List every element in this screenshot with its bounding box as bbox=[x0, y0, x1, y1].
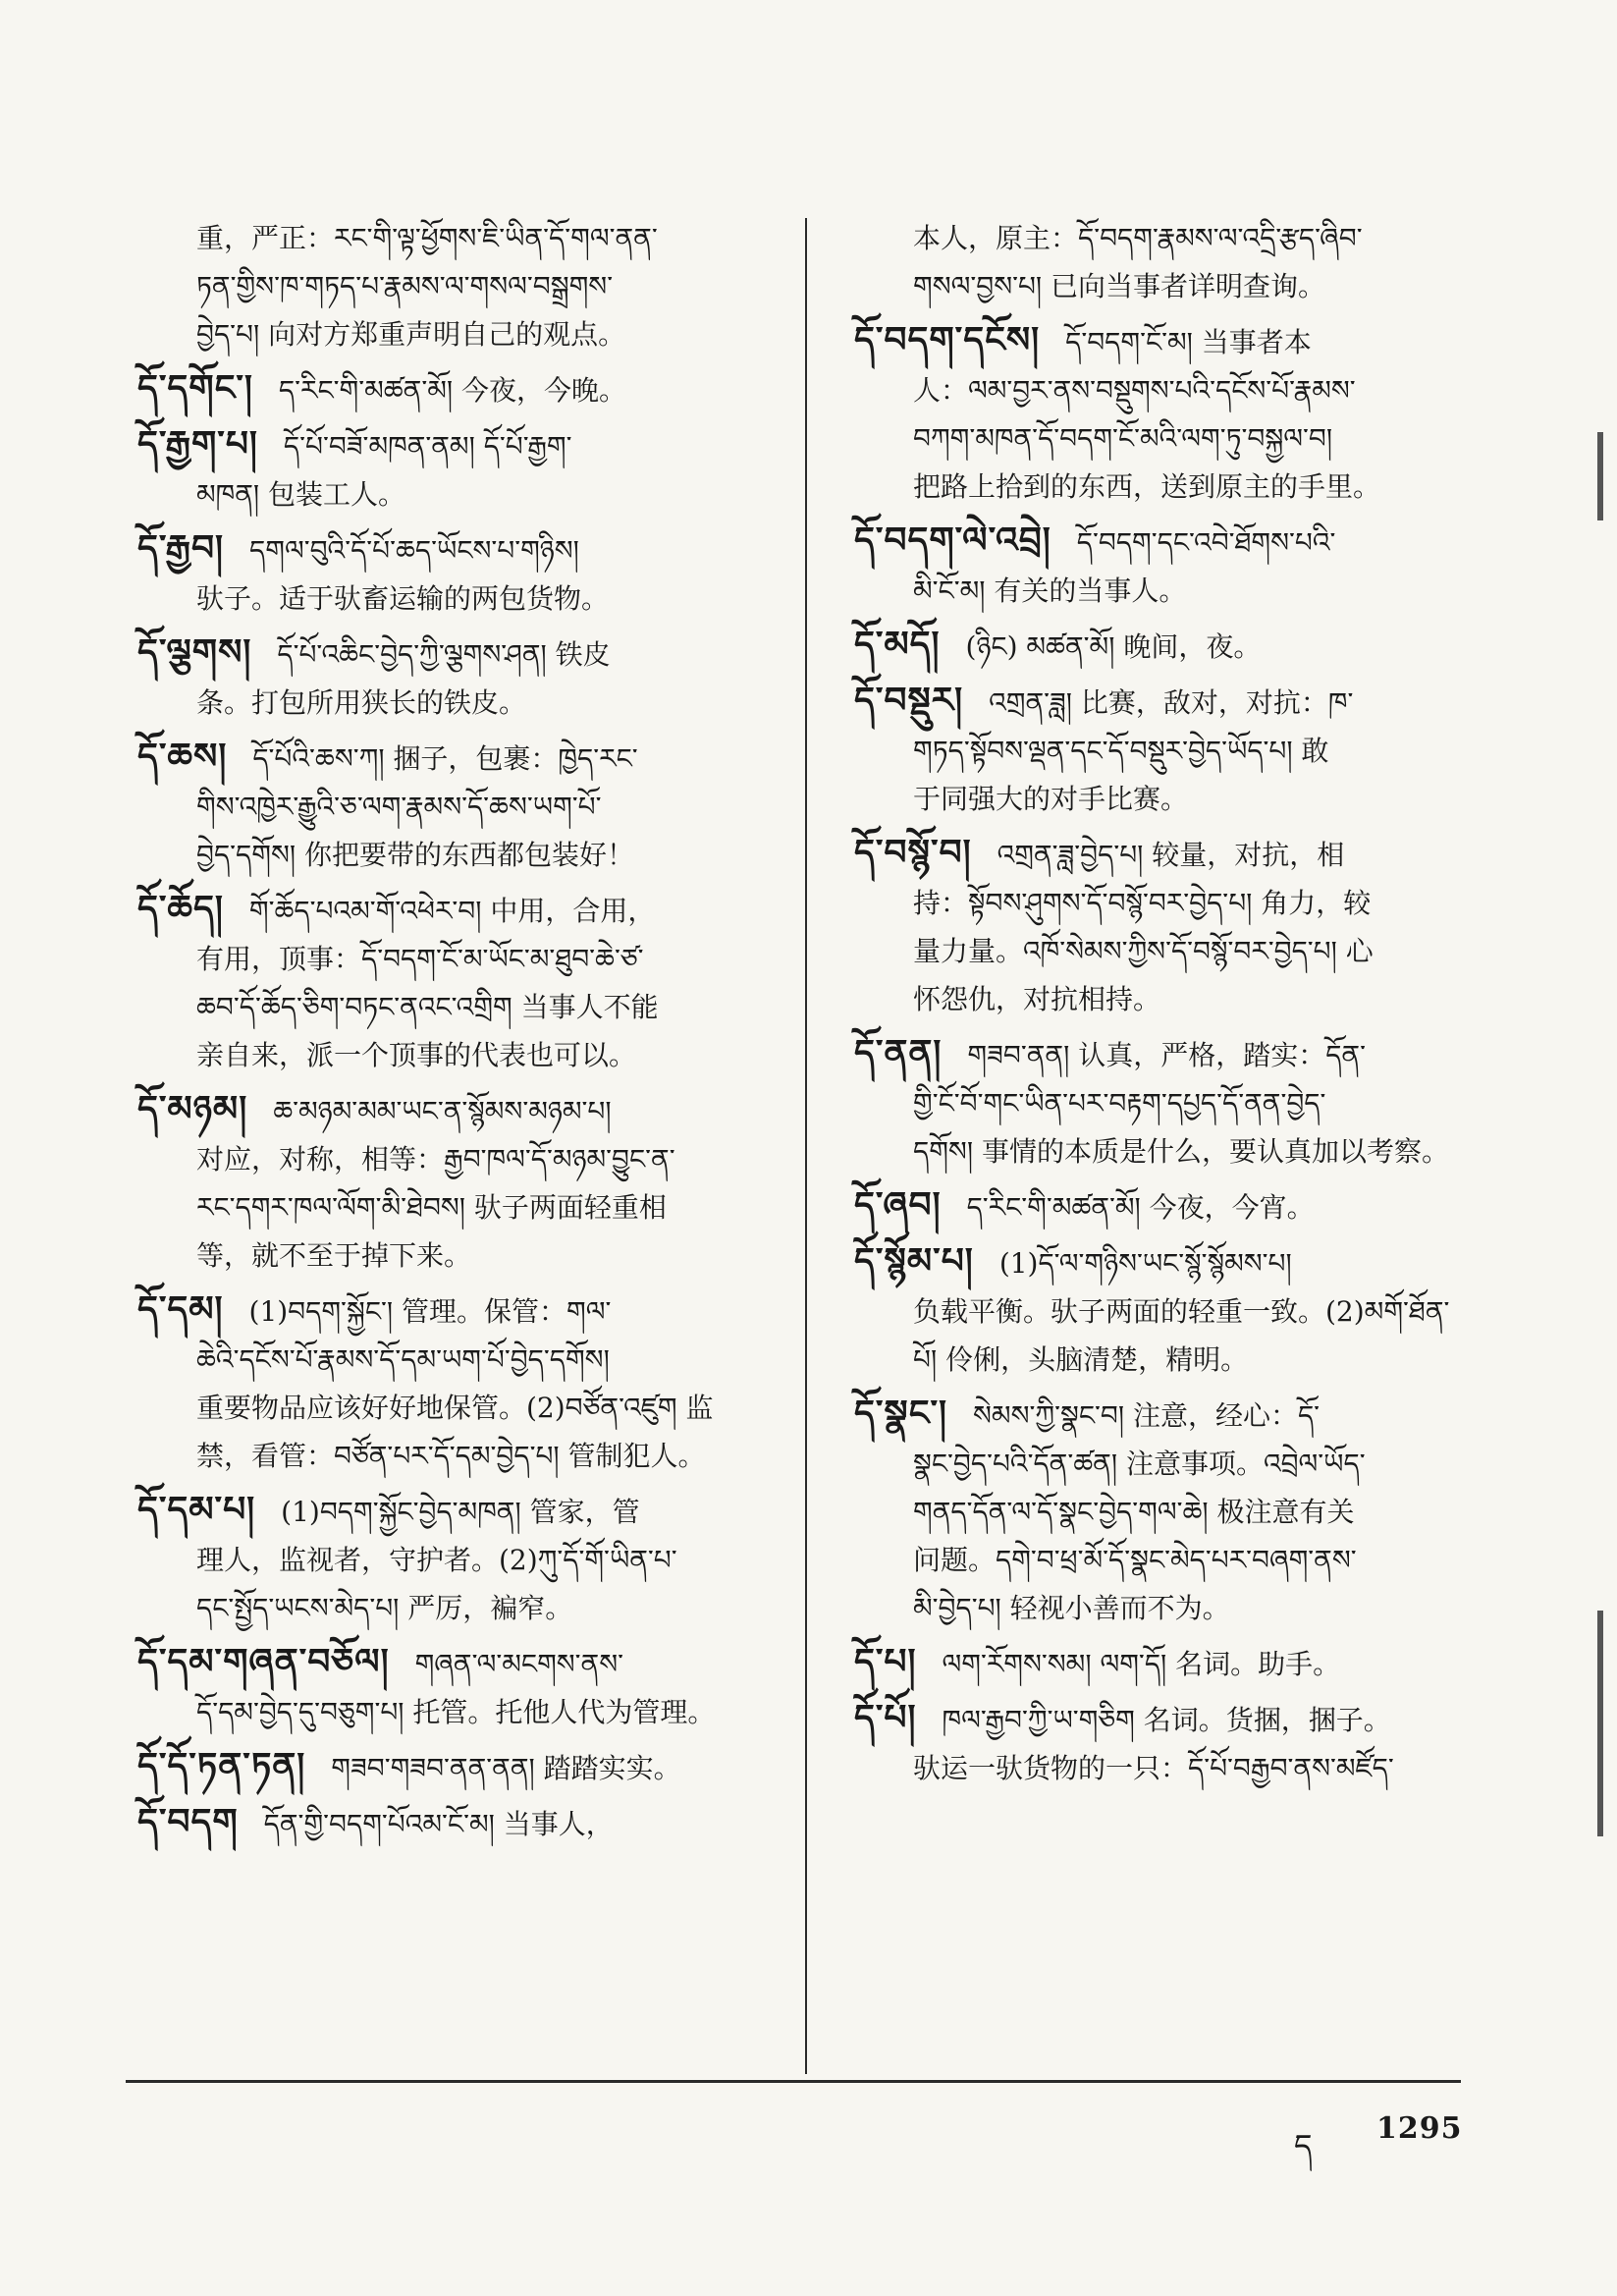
definition-line: པོ། 伶俐，头脑清楚，精明。 bbox=[913, 1343, 1249, 1376]
definition-line: ད་རིང་གི་མཚན་མོ། 今夜，今宵。 bbox=[966, 1191, 1315, 1224]
definition-line: དོ་བདག་དང་འབེ་ཐོགས་པའི་ bbox=[1076, 526, 1336, 559]
definition-line: ཆ་མཉམ་མམ་ཡང་ན་སྙོམས་མཉམ་པ། bbox=[273, 1095, 612, 1127]
entry-first-line bbox=[137, 1742, 766, 1792]
dictionary-entry bbox=[854, 677, 1492, 823]
headword: དོ་དམ་པ། bbox=[137, 1489, 256, 1530]
definition-line: འགྲན་ཟླ། 比赛，敌对，对抗：ཁ་ bbox=[989, 686, 1354, 719]
dictionary-entry bbox=[137, 364, 766, 414]
definition-line: 量力量。འཁོ་སེམས་ཀྱིས་དོ་བསྙོ་བར་བྱེད་པ། 心 bbox=[913, 935, 1374, 967]
definition-line: 等，就不至于掉下来。 bbox=[196, 1239, 472, 1272]
dictionary-entry bbox=[137, 1486, 766, 1632]
headword: དོ་བདག་དངོས། bbox=[854, 319, 1041, 360]
dictionary-entry bbox=[137, 733, 766, 879]
entry-first-line bbox=[137, 1638, 766, 1688]
entry-first-line bbox=[137, 1085, 766, 1135]
dictionary-entry bbox=[854, 621, 1492, 671]
entry-first-line bbox=[854, 1181, 1492, 1231]
headword: དོ་སྙོམ་པ། bbox=[854, 1240, 974, 1282]
entry-first-line bbox=[137, 629, 766, 679]
definition-line: 把路上拾到的东西，送到原主的手里。 bbox=[913, 470, 1381, 503]
entry-first-line bbox=[854, 1237, 1492, 1287]
dictionary-entry bbox=[854, 1181, 1492, 1231]
definition-line: དང་སྤྱོད་ཡངས་མེད་པ། 严厉，褊窄。 bbox=[196, 1592, 573, 1624]
definition-line: སེམས་ཀྱི་སྣང་བ། 注意，经心：དོ་ bbox=[973, 1399, 1321, 1432]
definition-line: 怀怨仇，对抗相持。 bbox=[913, 983, 1161, 1015]
entry-first-line bbox=[137, 420, 766, 470]
definition-line: 亲自来，派一个顶事的代表也可以。 bbox=[196, 1039, 637, 1071]
dictionary-entry bbox=[137, 885, 766, 1079]
definition-line: 对应，对称，相等：རྒྱབ་ཁལ་དོ་མཉམ་བྱུང་ན་ bbox=[196, 1143, 675, 1175]
definition-line: དོ་པོ་འཆིང་བྱེད་ཀྱི་ལྕགས་ཤན། 铁皮 bbox=[277, 638, 611, 671]
right-column bbox=[854, 214, 1492, 1798]
definition-line: 问题。དགེ་བ་ཕྲ་མོ་དོ་སྣང་མེད་པར་བཞག་ནས་ bbox=[913, 1544, 1357, 1576]
definition-line: 持：སྟོབས་ཤུགས་དོ་བསྙོ་བར་བྱེད་པ། 角力，较 bbox=[913, 887, 1372, 919]
entry-first-line bbox=[854, 621, 1492, 671]
definition-line: དོ་བདག་ངོ་མ། 当事者本 bbox=[1065, 326, 1312, 358]
entry-first-line bbox=[854, 1390, 1492, 1440]
definition-line: 有用，顶事：དོ་བདག་ངོ་མ་ཡོང་མ་ཐུབ་ཆེ་ཙ་ bbox=[196, 943, 644, 975]
definition-line: གཞན་ལ་མངགས་ནས་ bbox=[414, 1648, 624, 1680]
definition-line: ཆབ་དོ་ཆོད་ཅིག་བཏང་ནའང་འགྲིག 当事人不能 bbox=[196, 991, 659, 1023]
entry-first-line bbox=[137, 524, 766, 574]
headword: དོ་དོ་ཏན་ཏན། bbox=[137, 1745, 306, 1786]
headword: དོ་རྒྱབ། bbox=[137, 527, 225, 569]
definition-line: སྣང་བྱེད་པའི་དོན་ཚན། 注意事项。འབྲེལ་ཡོད་ bbox=[913, 1448, 1366, 1480]
definition-line: 理人，监视者，守护者。(2)ཀུ་དོ་གོ་ཡིན་པ་ bbox=[196, 1544, 677, 1576]
dictionary-entry bbox=[854, 316, 1492, 511]
edge-mark bbox=[1597, 432, 1603, 520]
headword: དོ་ཞབ། bbox=[854, 1184, 942, 1226]
definition-line: མི་ངོ་མ། 有关的当事人。 bbox=[913, 574, 1187, 607]
page-number: 1295 bbox=[1376, 2111, 1463, 2146]
dictionary-entry bbox=[854, 829, 1492, 1023]
dictionary-entry bbox=[137, 1638, 766, 1736]
entry-first-line bbox=[854, 316, 1492, 366]
definition-line: (1)དོ་ལ་གཉིས་ཡང་སྙོ་སྙོམས་པ། bbox=[998, 1247, 1292, 1280]
definition-line: དོ་པོ་བཟོ་མཁན་ནམ། དོ་པོ་རྒྱག་ bbox=[283, 430, 572, 463]
dictionary-entry bbox=[854, 517, 1492, 615]
dictionary-entry bbox=[137, 1285, 766, 1480]
definition-line: 负载平衡。驮子两面的轻重一致。(2)མགོ་ཐོན་ bbox=[913, 1295, 1450, 1328]
headword: དོ་མཉམ། bbox=[137, 1088, 248, 1129]
definition-line: རང་དགར་ཁལ་ལོག་མི་ཐེབས། 驮子两面轻重相 bbox=[196, 1191, 667, 1224]
bottom-rule bbox=[126, 2080, 1461, 2083]
headword: དོ་མདོ། bbox=[854, 624, 941, 665]
definition-line: གསལ་བྱས་པ། 已向当事者详明查询。 bbox=[913, 270, 1326, 302]
dictionary-entry bbox=[854, 1694, 1492, 1792]
entry-first-line bbox=[854, 1638, 1492, 1688]
section-letter: ད bbox=[1294, 2127, 1313, 2164]
definition-line: དགལ་བུའི་དོ་པོ་ཆད་ཡོངས་པ་གཉིས། bbox=[249, 534, 579, 567]
definition-line: འགྲན་ཟླ་བྱེད་པ། 较量，对抗，相 bbox=[997, 839, 1345, 871]
definition-line: (ཉིང) མཚན་མོ། 晚间，夜。 bbox=[965, 630, 1262, 663]
definition-line: བྱེད་དགོས། 你把要带的东西都包装好！ bbox=[196, 839, 634, 871]
dictionary-entry bbox=[137, 629, 766, 727]
entry-first-line bbox=[854, 517, 1492, 567]
headword: དོ་དགོང་། bbox=[137, 367, 253, 409]
entry-first-line bbox=[137, 885, 766, 935]
definition-line: 驮子。适于驮畜运输的两包货物。 bbox=[196, 582, 610, 615]
definition-line: 重，严正：རང་གི་ལྟ་ཕྱོགས་ཇི་ཡིན་དོ་གལ་ནན་ bbox=[196, 222, 658, 254]
headword: དོ་བསྡུར། bbox=[854, 680, 964, 721]
definition-line: མི་བྱེད་པ། 轻视小善而不为。 bbox=[913, 1592, 1230, 1624]
headword: དོ་པ། bbox=[854, 1641, 917, 1682]
entry-first-line bbox=[137, 733, 766, 783]
definition-line: བྱེད་པ། 向对方郑重声明自己的观点。 bbox=[196, 318, 626, 351]
definition-line: ད་རིང་གི་མཚན་མོ། 今夜，今晚。 bbox=[278, 374, 627, 407]
edge-mark bbox=[1597, 1611, 1603, 1836]
definition-line: 禁，看管：བཙོན་པར་དོ་དམ་བྱེད་པ། 管制犯人。 bbox=[196, 1440, 706, 1472]
definition-line: གྱི་ངོ་བོ་གང་ཡིན་པར་བརྟག་དཔྱད་དོ་ནན་བྱེད་ bbox=[913, 1087, 1326, 1120]
dictionary-entry bbox=[854, 1237, 1492, 1384]
definition-line: 于同强大的对手比赛。 bbox=[913, 783, 1189, 815]
definition-line: (1)བདག་སྐྱོང་བྱེད་མཁན། 管家，管 bbox=[281, 1496, 640, 1528]
definition-line: དོ་པོའི་ཆས་ཀ། 捆子，包裹：ཁྱེད་རང་ bbox=[252, 742, 638, 775]
definition-line: 驮运一驮货物的一只：དོ་པོ་བརྒྱབ་ནས་མཛོད་ bbox=[913, 1752, 1394, 1784]
definition-line: ཁལ་རྒྱབ་ཀྱི་ཡ་གཅིག 名词。货捆，捆子。 bbox=[942, 1704, 1391, 1736]
dictionary-entry bbox=[137, 524, 766, 623]
headword: དོ་བསྙོ་བ། bbox=[854, 832, 972, 873]
definition-line: མཁན། 包装工人。 bbox=[196, 478, 406, 511]
definition-line: དགོས། 事情的本质是什么，要认真加以考察。 bbox=[913, 1135, 1449, 1168]
definition-line: གཟབ་གཟབ་ནན་ནན། 踏踏实实。 bbox=[331, 1752, 681, 1784]
definition-line: བཀག་མཁན་དོ་བདག་ངོ་མའི་ལག་ཏུ་བསྐྱལ་བ། bbox=[913, 422, 1333, 455]
definition-line: (1)བདག་སྐྱོང་། 管理。保管：གལ་ bbox=[248, 1295, 612, 1328]
definition-line: གོ་ཆོད་པའམ་གོ་འཕེར་བ། 中用，合用， bbox=[248, 895, 656, 927]
dictionary-entry bbox=[137, 1085, 766, 1280]
definition-line: ཏན་གྱིས་ཁ་གཏད་པ་རྣམས་ལ་གསལ་བསྒྲགས་ bbox=[196, 270, 614, 302]
headword: དོ་བདག bbox=[137, 1801, 239, 1842]
entry-first-line bbox=[854, 1029, 1492, 1079]
entry-first-line bbox=[854, 829, 1492, 879]
headword: དོ་ལྕགས། bbox=[137, 631, 252, 673]
definition-line: 人：ལམ་བྱར་ནས་བསྡུགས་པའི་དངོས་པོ་རྣམས་ bbox=[913, 374, 1356, 407]
definition-line: 重要物品应该好好地保管。(2)བཙོན་འཛུག 监 bbox=[196, 1392, 714, 1424]
entry-continuation bbox=[854, 214, 1492, 310]
dictionary-entry bbox=[854, 1029, 1492, 1175]
definition-line: གིས་འཁྱེར་རྒྱུའི་ཅ་ལག་རྣམས་དོ་ཆས་ཡག་པོ་ bbox=[196, 791, 602, 823]
headword: དོ་ཆས། bbox=[137, 736, 228, 777]
headword: དོ་པོ། bbox=[854, 1697, 917, 1738]
entry-first-line bbox=[137, 364, 766, 414]
definition-line: དོ་དམ་བྱེད་དུ་བཅུག་པ། 托管。托他人代为管理。 bbox=[196, 1696, 716, 1728]
definition-line: གནད་དོན་ལ་དོ་སྣང་བྱེད་གལ་ཆེ། 极注意有关 bbox=[913, 1496, 1355, 1528]
entry-first-line bbox=[137, 1486, 766, 1536]
headword: དོ་བདག་ལེ་འབྲེ། bbox=[854, 519, 1051, 561]
entry-first-line bbox=[854, 677, 1492, 727]
dictionary-entry bbox=[137, 1742, 766, 1792]
headword: དོ་ནན། bbox=[854, 1032, 943, 1073]
definition-line: ལག་རོགས་སམ། ལག་དོ། 名词。助手。 bbox=[942, 1648, 1341, 1680]
entry-first-line bbox=[137, 1798, 766, 1848]
dictionary-entry bbox=[137, 1798, 766, 1848]
definition-line: གཏད་སྟོབས་ལྡན་དང་དོ་བསྡུར་བྱེད་ཡོད་པ། 敢 bbox=[913, 735, 1329, 767]
entry-continuation bbox=[137, 214, 766, 358]
definition-line: གཟབ་ནན། 认真，严格，踏实：དོན་ bbox=[967, 1039, 1366, 1071]
entry-first-line bbox=[854, 1694, 1492, 1744]
headword: དོ་དམ་གཞན་བཅོལ། bbox=[137, 1641, 390, 1682]
left-column bbox=[137, 214, 766, 1854]
definition-line: 本人，原主：དོ་བདག་རྣམས་ལ་འདྲི་རྩད་ཞིབ་ bbox=[913, 222, 1363, 254]
definition-line: དོན་གྱི་བདག་པོའམ་ངོ་མ། 当事人， bbox=[263, 1808, 614, 1840]
definition-line: 条。打包所用狭长的铁皮。 bbox=[196, 686, 527, 719]
dictionary-entry bbox=[854, 1638, 1492, 1688]
column-divider bbox=[805, 218, 807, 2074]
headword: དོ་སྣང་། bbox=[854, 1393, 948, 1434]
entry-first-line bbox=[137, 1285, 766, 1336]
headword: དོ་དམ། bbox=[137, 1288, 224, 1330]
definition-line: ཆེའི་དངོས་པོ་རྣམས་དོ་དམ་ཡག་པོ་བྱེད་དགོས། bbox=[196, 1343, 610, 1376]
headword: དོ་ཆོད། bbox=[137, 888, 224, 929]
dictionary-entry bbox=[854, 1390, 1492, 1632]
headword: དོ་རྒྱག་པ། bbox=[137, 423, 258, 465]
dictionary-entry bbox=[137, 420, 766, 519]
